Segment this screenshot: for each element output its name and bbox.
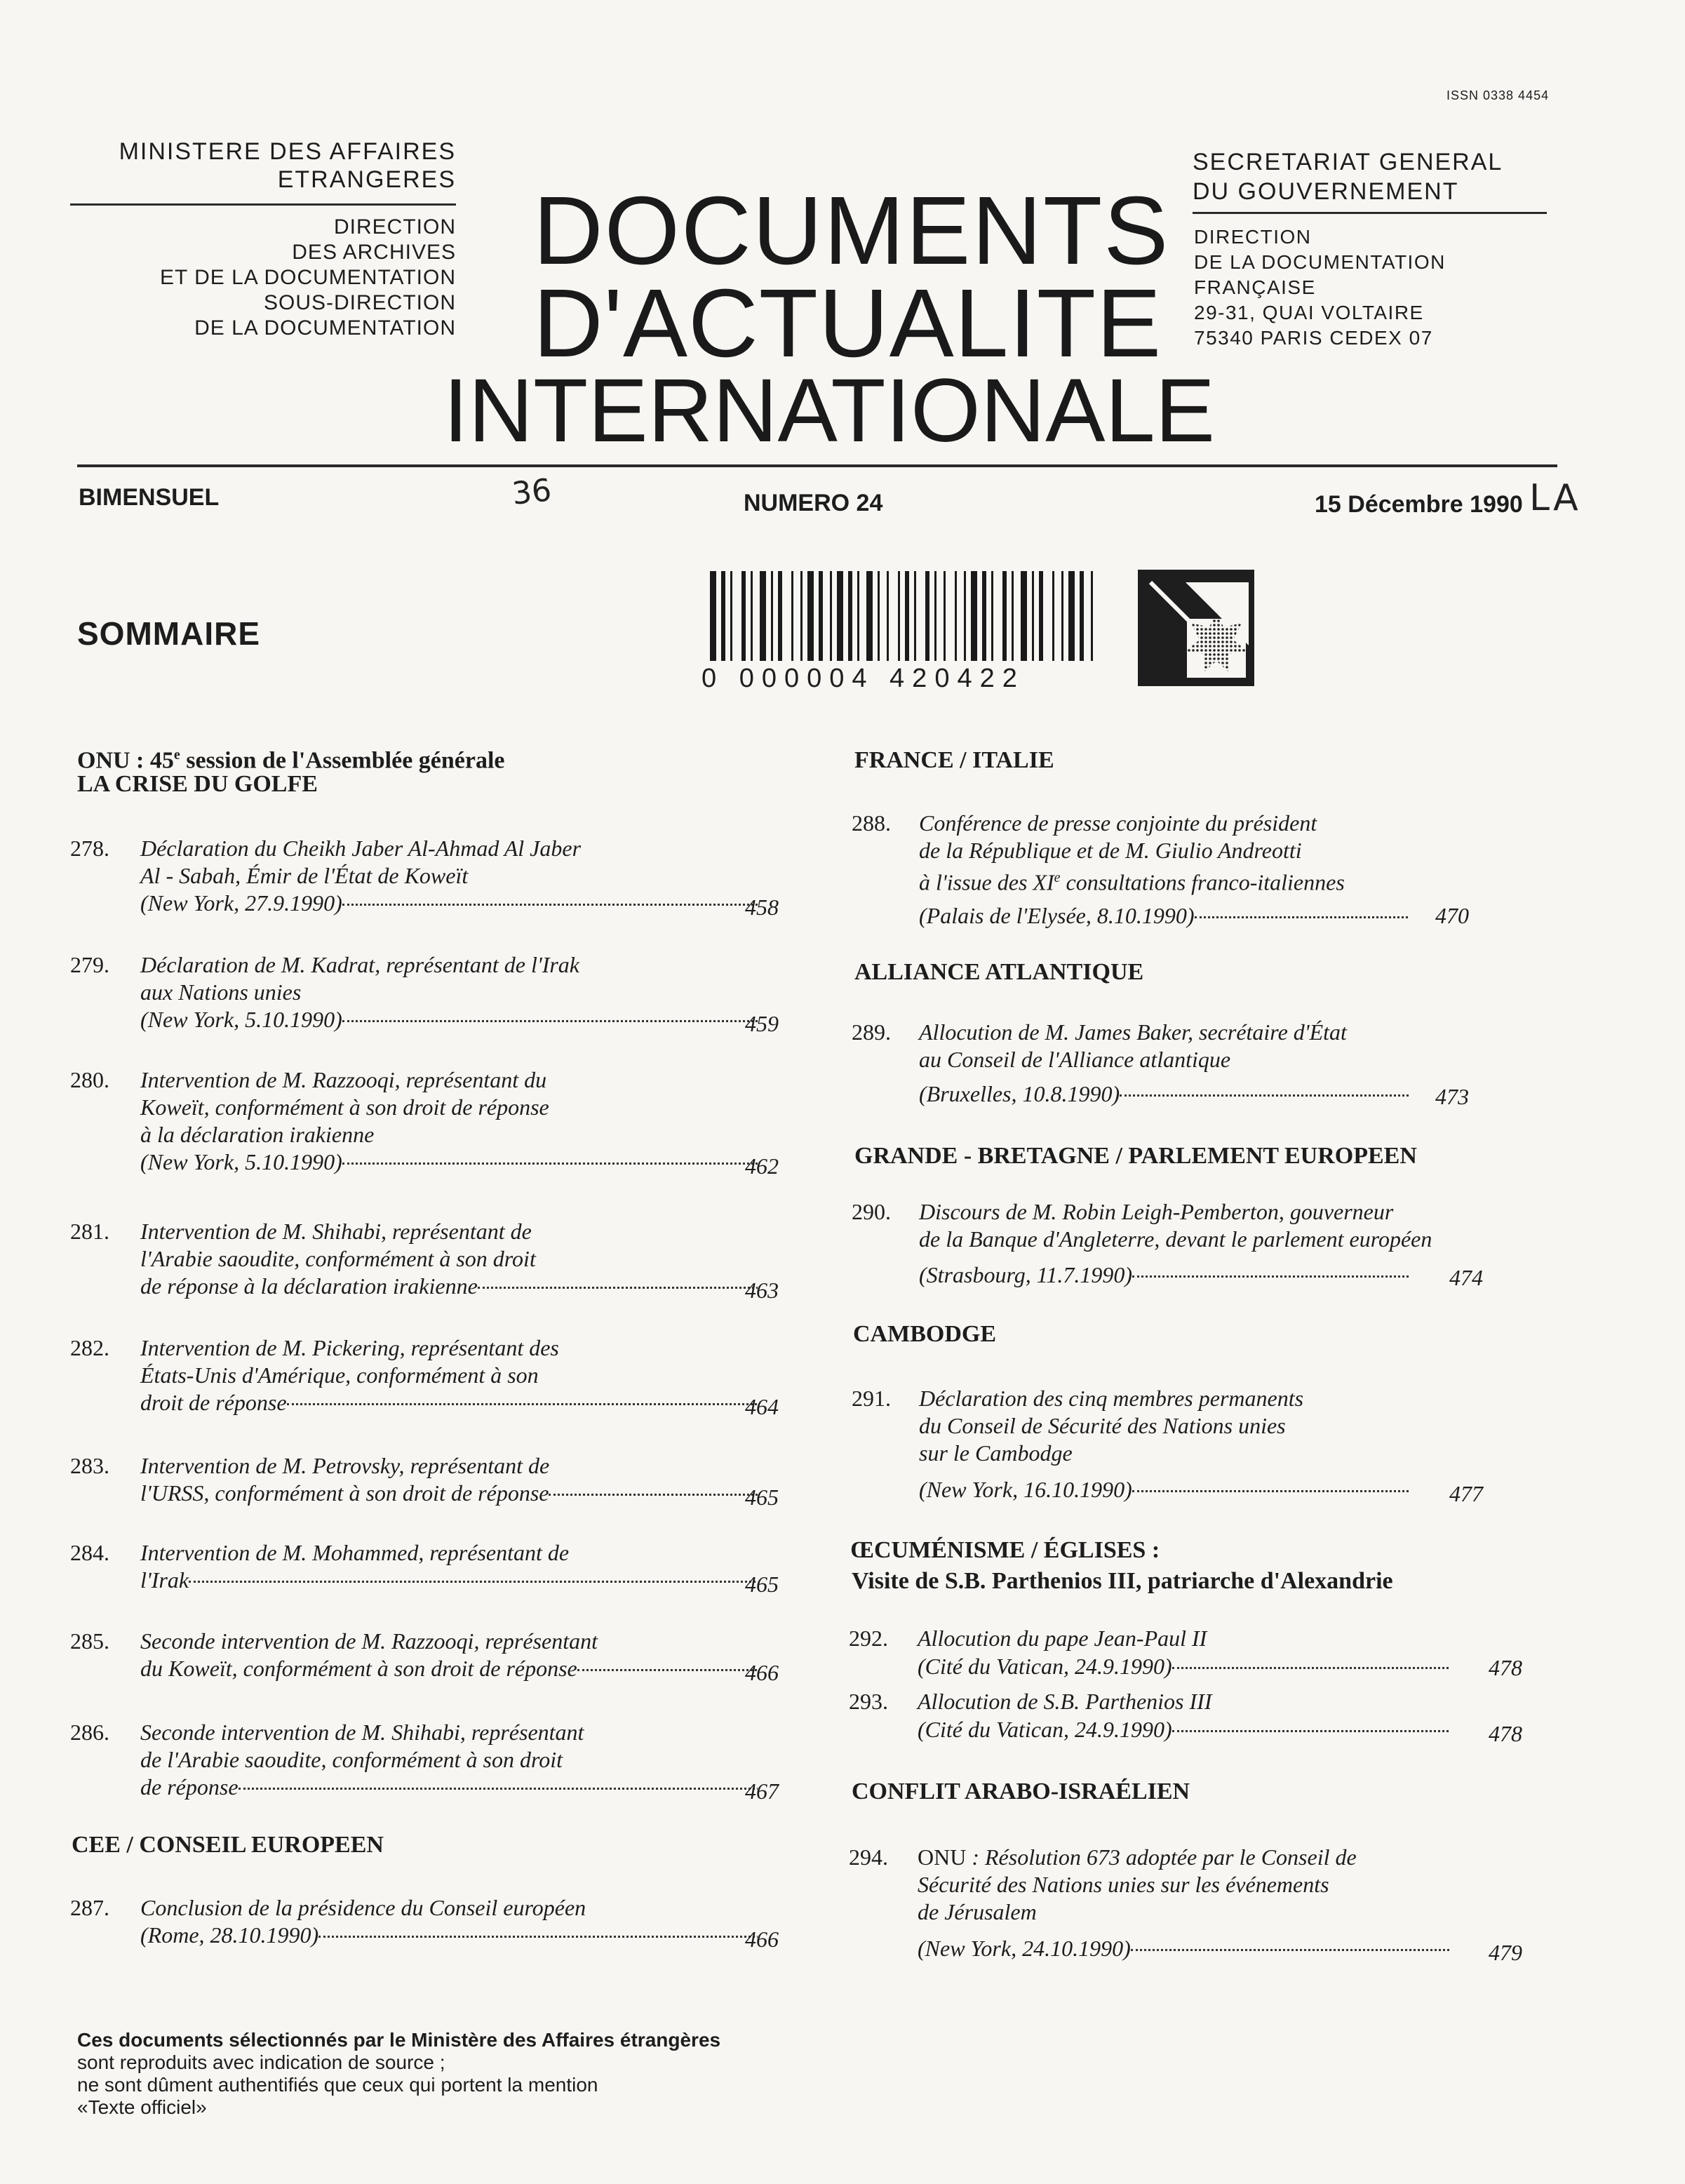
address-line: FRANÇAISE: [1194, 276, 1316, 298]
barcode-bar: [710, 571, 716, 661]
entry-title: Intervention de M. Petrovsky, représentant de: [140, 1453, 550, 1478]
entry-title: Allocution de M. James Baker, secrétaire d'État au Conseil de l'Alliance atlantique: [919, 1019, 1347, 1072]
barcode-bar: [1068, 571, 1075, 661]
barcode-bar: [848, 571, 852, 661]
address-line: 75340 PARIS CEDEX 07: [1194, 327, 1433, 349]
secretariat-address: [1194, 225, 1559, 351]
entry-title: [919, 810, 1345, 897]
entry-location: du Koweït, conformément à son droit de réponse: [140, 1656, 577, 1681]
entry-number: 283.: [70, 1453, 109, 1478]
entry-title: [918, 1844, 1357, 1926]
address-line: DE LA DOCUMENTATION: [1194, 251, 1446, 273]
entry-leader: [140, 1655, 758, 1682]
entry-location: (New York, 27.9.1990): [140, 890, 342, 916]
toc-entry-287[interactable]: [70, 1894, 779, 1953]
entry-title: Intervention de M. Pickering, représentant des États-Unis d'Amérique, conformément à son: [140, 1335, 559, 1388]
entry-page: 477: [1449, 1481, 1483, 1506]
entry-title: Déclaration de M. Kadrat, représentant de l'Irak aux Nations unies: [140, 952, 579, 1005]
barcode-bar: [1039, 571, 1043, 661]
barcode-bar: [878, 571, 880, 661]
entry-location: de réponse à la déclaration irakienne: [140, 1273, 478, 1299]
entry-location: (New York, 5.10.1990): [140, 1149, 342, 1174]
barcode-bar: [791, 571, 793, 661]
barcode-bar: [914, 571, 916, 661]
section-heading-visite: Visite de S.B. Parthenios III, patriarche d'Alexandrie: [852, 1568, 1393, 1594]
ministry-rule: [70, 203, 456, 206]
barcode-bar: [887, 571, 889, 661]
entry-location: (Bruxelles, 10.8.1990): [919, 1081, 1120, 1106]
barcode-bar: [925, 571, 929, 661]
barcode-bar: [1052, 571, 1054, 661]
section-heading-france-italie: FRANCE / ITALIE: [854, 747, 1054, 773]
toc-entry-294[interactable]: [849, 1844, 1522, 1970]
entry-leader: [140, 890, 758, 917]
barcode-bar: [1021, 571, 1027, 661]
entry-title: Allocution de S.B. Parthenios III: [918, 1689, 1212, 1714]
entry-title: Conclusion de la présidence du Conseil européen: [140, 1895, 586, 1920]
toc-entry-281[interactable]: [70, 1218, 779, 1304]
entry-location: l'URSS, conformément à son droit de réponse: [140, 1480, 549, 1506]
entry-page: 470: [1435, 903, 1469, 928]
barcode-bar: [1061, 571, 1063, 661]
secretariat-rule: [1193, 212, 1547, 214]
toc-entry-293[interactable]: [849, 1688, 1522, 1744]
entry-number: 289.: [852, 1019, 891, 1045]
barcode-bar: [905, 571, 909, 661]
entry-title-sup: e: [1054, 870, 1061, 885]
barcode-bars: [701, 567, 1108, 672]
barcode-bar: [721, 571, 725, 661]
toc-entry-283[interactable]: [70, 1452, 779, 1511]
address-line: 29-31, QUAI VOLTAIRE: [1194, 302, 1424, 323]
entry-leader: [918, 1716, 1451, 1743]
entry-page: 478: [1489, 1721, 1522, 1746]
barcode-number: 0 000004 420422: [701, 664, 1025, 693]
section-heading-alliance: ALLIANCE ATLANTIQUE: [854, 959, 1144, 985]
issue-date: 15 Décembre 1990: [1315, 491, 1523, 518]
entry-title-b: : Résolution 673 adoptée par le Conseil de Sécurité des Nations unies sur les événements de Jérusalem: [918, 1844, 1357, 1924]
barcode-bar: [837, 571, 843, 661]
entry-number: 285.: [70, 1628, 109, 1654]
footer-line: sont reproduits avec indication de source ;: [77, 2051, 445, 2073]
entry-number: 284.: [70, 1540, 109, 1565]
entry-location: droit de réponse: [140, 1390, 287, 1415]
barcode-bar: [1080, 571, 1084, 661]
entry-number: 293.: [849, 1689, 888, 1714]
section-heading-cambodge: CAMBODGE: [853, 1321, 996, 1347]
barcode-bar: [971, 571, 977, 661]
footer-line: Ces documents sélectionnés par le Ministère des Affaires étrangères: [77, 2029, 721, 2051]
entry-title: Déclaration des cinq membres permanents du Conseil de Sécurité des Nations unies sur le Cambodge: [919, 1386, 1304, 1466]
toc-entry-289[interactable]: [852, 1019, 1511, 1117]
issue-number: NUMERO 24: [744, 490, 883, 516]
section-heading-cee: CEE / CONSEIL EUROPEEN: [72, 1832, 384, 1858]
barcode-bar: [991, 571, 993, 661]
entry-location: l'Irak: [140, 1567, 189, 1593]
direction-line: ET DE LA DOCUMENTATION: [159, 266, 456, 289]
entry-title: Allocution du pape Jean-Paul II: [918, 1626, 1207, 1651]
toc-entry-292[interactable]: [849, 1625, 1522, 1681]
secretariat-title-line: DU GOUVERNEMENT: [1193, 178, 1459, 205]
entry-leader: [919, 1476, 1410, 1503]
entry-location: (New York, 24.10.1990): [918, 1936, 1131, 1961]
ministry-block: [70, 138, 456, 194]
entry-location: (Palais de l'Elysée, 8.10.1990): [919, 903, 1195, 928]
direction-line: SOUS-DIRECTION: [263, 291, 456, 314]
entry-page: 459: [745, 1011, 779, 1036]
barcode-bar: [982, 571, 986, 661]
barcode-bar: [807, 571, 814, 661]
entry-leader: [140, 1922, 758, 1949]
entry-title: Seconde intervention de M. Shihabi, représentant de l'Arabie saoudite, conformément à son droit: [140, 1720, 584, 1772]
entry-number: 282.: [70, 1335, 109, 1360]
entry-location: de réponse: [140, 1774, 239, 1800]
entry-number: 278.: [70, 836, 109, 861]
ministry-direction: [70, 215, 456, 341]
barcode-bar: [800, 571, 803, 661]
barcode-bar: [1002, 571, 1007, 661]
barcode-bar: [898, 571, 900, 661]
entry-leader: [140, 1006, 758, 1033]
entry-page: 479: [1489, 1940, 1522, 1965]
entry-page: 458: [745, 895, 779, 920]
barcode-bar: [771, 571, 773, 661]
barcode-bar: [760, 571, 766, 661]
entry-title: Déclaration du Cheikh Jaber Al-Ahmad Al Jaber Al - Sabah, Émir de l'État de Koweït: [140, 836, 582, 888]
section-heading-onu-sup: e: [173, 747, 180, 763]
entry-leader: [140, 1148, 758, 1176]
ministry-title-line: ETRANGERES: [277, 166, 456, 193]
entry-leader: [919, 1261, 1410, 1289]
section-heading-oecumenisme: ŒCUMÉNISME / ÉGLISES :: [850, 1537, 1160, 1563]
toc-entry-278[interactable]: [70, 835, 779, 921]
toc-entry-280[interactable]: [70, 1066, 779, 1180]
entry-location: (New York, 5.10.1990): [140, 1007, 342, 1032]
entry-location: (Cité du Vatican, 24.9.1990): [918, 1654, 1172, 1679]
periodicity: BIMENSUEL: [79, 484, 220, 511]
barcode-bar: [964, 571, 966, 661]
entry-page: 466: [745, 1660, 779, 1685]
publication-title-line-2: D'ACTUALITE: [533, 269, 1162, 377]
entry-title: Intervention de M. Razzooqi, représentant du Koweït, conformément à son droit de réponse à la déclaration irakienne: [140, 1067, 549, 1147]
ministry-title-line: MINISTERE DES AFFAIRES: [119, 138, 456, 165]
entry-leader: [919, 902, 1410, 930]
publisher-logo-icon: [1136, 568, 1256, 688]
section-heading-crise-golfe: LA CRISE DU GOLFE: [77, 771, 318, 797]
entry-page: 467: [745, 1778, 779, 1804]
entry-page: 474: [1449, 1265, 1483, 1290]
toc-entry-291[interactable]: [852, 1385, 1511, 1511]
entry-number: 279.: [70, 952, 109, 977]
secretariat-title-line: SECRETARIAT GENERAL: [1193, 149, 1503, 175]
section-heading-onu-b: session de l'Assemblée générale: [180, 747, 505, 774]
entry-leader: [140, 1480, 758, 1507]
entry-leader: [140, 1567, 758, 1594]
entry-title: Intervention de M. Mohammed, représentant de: [140, 1540, 570, 1565]
entry-number: 294.: [849, 1844, 888, 1870]
direction-line: DE LA DOCUMENTATION: [194, 316, 456, 340]
toc-entry-279[interactable]: [70, 951, 779, 1038]
entry-title-a: ONU: [918, 1844, 967, 1870]
toc-entry-286[interactable]: [70, 1719, 779, 1805]
publication-title-line-1: DOCUMENTS: [533, 177, 1170, 285]
entry-number: 288.: [852, 810, 891, 836]
toc-entry-290[interactable]: [852, 1198, 1511, 1297]
toc-entry-282[interactable]: [70, 1334, 779, 1421]
section-heading-onu-a: ONU : 45: [77, 747, 174, 774]
entry-number: 291.: [852, 1386, 891, 1411]
entry-location: (Cité du Vatican, 24.9.1990): [918, 1717, 1172, 1742]
entry-page: 465: [745, 1485, 779, 1510]
issn: ISSN 0338 4454: [1446, 88, 1550, 102]
masthead-rule: [77, 464, 1557, 467]
barcode-bar: [778, 571, 782, 661]
entry-page: 465: [745, 1572, 779, 1597]
publication-title-line-3: INTERNATIONALE: [443, 361, 1215, 461]
entry-title: Seconde intervention de M. Razzooqi, représentant: [140, 1628, 598, 1654]
footer-line: ne sont dûment authentifiés que ceux qui portent la mention: [77, 2074, 598, 2096]
entry-number: 280.: [70, 1067, 109, 1092]
barcode: [701, 567, 1108, 700]
barcode-bar: [1012, 571, 1014, 661]
entry-page: 473: [1435, 1084, 1469, 1109]
entry-location: (New York, 16.10.1990): [919, 1477, 1132, 1502]
entry-page: 464: [745, 1394, 779, 1419]
entry-title-b: consultations franco-italiennes: [1060, 869, 1345, 895]
barcode-bar: [1032, 571, 1034, 661]
barcode-bar: [741, 571, 746, 661]
direction-line: DIRECTION: [334, 215, 456, 239]
barcode-bar: [955, 571, 957, 661]
entry-leader: [918, 1653, 1451, 1680]
direction-line: DES ARCHIVES: [292, 241, 456, 264]
entry-number: 290.: [852, 1199, 891, 1224]
barcode-bar: [751, 571, 753, 661]
barcode-bar: [830, 571, 832, 661]
entry-number: 286.: [70, 1720, 109, 1745]
toc-entry-285[interactable]: [70, 1628, 779, 1687]
footer-line: «Texte officiel»: [77, 2096, 207, 2118]
section-heading-conflit: CONFLIT ARABO-ISRAÉLIEN: [852, 1778, 1190, 1804]
entry-number: 292.: [849, 1626, 888, 1651]
barcode-bar: [866, 571, 873, 661]
entry-number: 281.: [70, 1219, 109, 1244]
handwritten-number: 36: [510, 472, 553, 512]
barcode-bar: [1091, 571, 1093, 661]
footer-note: [77, 2029, 814, 2119]
entry-page: 466: [745, 1927, 779, 1952]
entry-title: Discours de M. Robin Leigh-Pemberton, gouverneur de la Banque d'Angleterre, devant le parlement européen: [919, 1199, 1432, 1252]
entry-number: 287.: [70, 1895, 109, 1920]
entry-leader: [918, 1935, 1451, 1962]
toc-entry-284[interactable]: [70, 1539, 779, 1598]
entry-title-a: Conférence de presse conjointe du président de la République et de M. Giulio Andreotti à l'issue des XI: [919, 810, 1317, 895]
entry-leader: [140, 1273, 758, 1300]
entry-leader: [919, 1080, 1410, 1108]
section-heading-grande-bretagne: GRANDE - BRETAGNE / PARLEMENT EUROPEEN: [854, 1143, 1417, 1169]
entry-leader: [140, 1389, 758, 1416]
barcode-bar: [944, 571, 946, 661]
toc-entry-288[interactable]: [852, 810, 1511, 936]
secretariat-block: [1193, 147, 1557, 206]
handwritten-initials: LA: [1529, 477, 1581, 519]
barcode-bar: [730, 571, 732, 661]
address-line: DIRECTION: [1194, 226, 1312, 248]
entry-page: 462: [745, 1153, 779, 1179]
entry-page: 463: [745, 1278, 779, 1303]
barcode-bar: [857, 571, 859, 661]
barcode-bar: [819, 571, 823, 661]
entry-location: (Rome, 28.10.1990): [140, 1922, 319, 1948]
barcode-bar: [934, 571, 937, 661]
entry-leader: [140, 1774, 758, 1801]
entry-page: 478: [1489, 1655, 1522, 1680]
entry-title: Intervention de M. Shihabi, représentant de l'Arabie saoudite, conformément à son droit: [140, 1219, 536, 1271]
sommaire-heading: SOMMAIRE: [77, 615, 260, 652]
entry-location: (Strasbourg, 11.7.1990): [919, 1262, 1132, 1287]
